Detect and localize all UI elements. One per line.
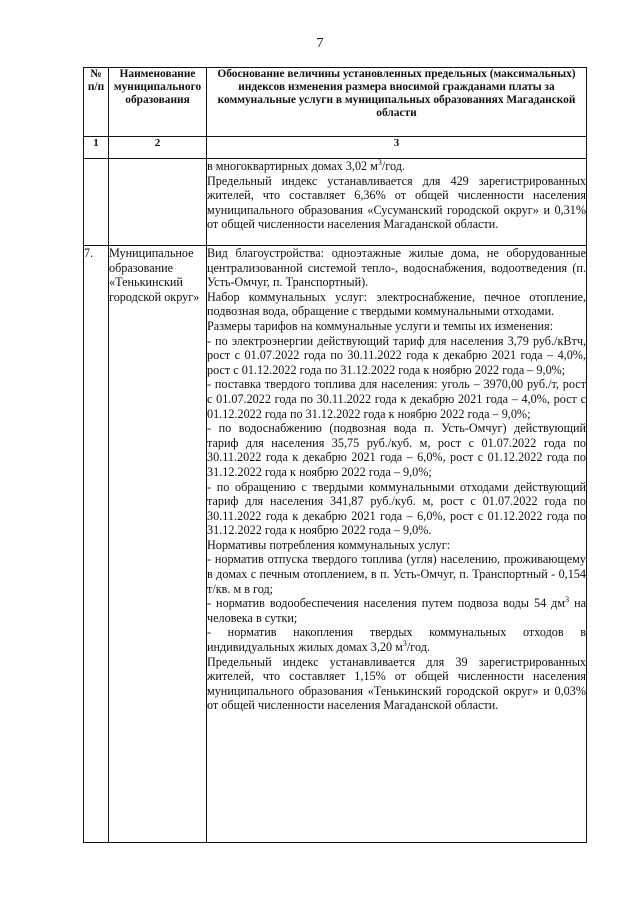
cell-municipality-empty: [109, 159, 207, 246]
table-row-continuation: [84, 159, 587, 246]
services-set-paragraph: Набор коммунальных услуг: электроснабжение, печное отопление, подвозная вода, обращение с твердыми коммунальными отходами.: [207, 289, 586, 319]
header-justification: Обоснование величины установленных предельных (максимальных) индексов изменения размера вносимой гражданами платы за коммунальные услуги в муниципальных образованиях Магаданской области: [207, 68, 587, 137]
column-number-row: [84, 137, 587, 159]
column-number-1: 1: [84, 137, 109, 159]
tariff-solid-fuel: - поставка твердого топлива для населения: уголь – 3970,00 руб./т, рост с 01.07.2022 года по 30.11.2022 года к декабрю 2021 года – 4,0%, рост с 01.12.2022 года по 31.12.2022 года к ноябрю 2022 года – 9,0%;: [207, 377, 586, 421]
norms-heading: Нормативы потребления коммунальных услуг:: [207, 537, 451, 552]
housing-type-paragraph: Вид благоустройства: одноэтажные жилые дома, не оборудованные централизованной системой тепло-, водоснабжения, водоотведения (п. Усть-Омчуг, п. Транспортный).: [207, 246, 586, 290]
cell-justification-row7: [207, 246, 587, 843]
tariff-water: - по водоснабжению (подвозная вода п. Усть-Омчуг) действующий тариф для населения 35,75 руб./куб. м, рост с 01.07.2022 года по 30.11.2022 года к декабрю 2021 года – 6,0%, рост с 01.12.2022 года по 31.12.2022 года к ноябрю 2022 года – 9,0%;: [207, 421, 586, 479]
header-row: [84, 68, 587, 137]
column-number-2: 2: [109, 137, 207, 159]
table-row-7: [84, 246, 587, 843]
tariffs-heading: Размеры тарифов на коммунальные услуги и темпы их изменения:: [207, 318, 554, 333]
continuation-line: в многоквартирных домах 3,02 $м^3$/год.: [207, 157, 405, 173]
limit-index-paragraph: Предельный индекс устанавливается для 39 зарегистрированных жителей, что составляет 1,15% от общей численности населения муниципального образования «Тенькинский городской округ» и 0,03% от общей численности населения Магаданской области.: [207, 654, 586, 713]
cell-number-empty: [84, 159, 109, 246]
column-number-3: 3: [207, 137, 587, 159]
municipality-name: Муниципальное образование «Тенькинский городской округ»: [109, 246, 207, 843]
norm-water: - норматив водообеспечения населения путем подвоза воды 54 $дм^3$ на человека в сутки;: [207, 595, 586, 625]
header-municipality: Наименование муниципального образования: [109, 68, 207, 137]
cell-justification-continuation: [207, 159, 587, 246]
row-number: 7.: [84, 246, 109, 843]
tariff-electricity: - по электроэнергии действующий тариф для населения 3,79 руб./кВтч, рост с 01.07.2022 года по 30.11.2022 года к декабрю 2021 года – 4,0%, рост с 01.12.2022 года по 31.12.2022 года к ноябрю 2022 года – 9,0%;: [207, 333, 586, 377]
continuation-limit-paragraph: Предельный индекс устанавливается для 429 зарегистрированных жителей, что составляет 6,36% от общей численности населения муниципального образования «Сусуманский городской округ» и 0,31% от общей численности населения Магаданской области.: [207, 173, 586, 232]
tariff-waste: - по обращению с твердыми коммунальными отходами действующий тариф для населения 341,87 руб./куб. м, рост с 01.07.2022 года по 30.11.2022 года к декабрю 2021 года – 6,0%, рост с 01.12.2022 года по 31.12.2022 года к ноябрю 2022 года – 9,0%.: [207, 479, 586, 538]
header-number: № п/п: [84, 68, 109, 137]
norm-waste: - норматив накопления твердых коммунальных отходов в индивидуальных жилых домах 3,20 $м^3$/год.: [207, 625, 586, 655]
norm-solid-fuel: - норматив отпуска твердого топлива (угля) населению, проживающему в домах с печным отоплением, в п. Усть-Омчуг, п. Транспортный - 0,154 т/кв. м в год;: [207, 552, 586, 596]
tariff-index-table: [83, 67, 587, 843]
page-number: 7: [316, 36, 324, 51]
